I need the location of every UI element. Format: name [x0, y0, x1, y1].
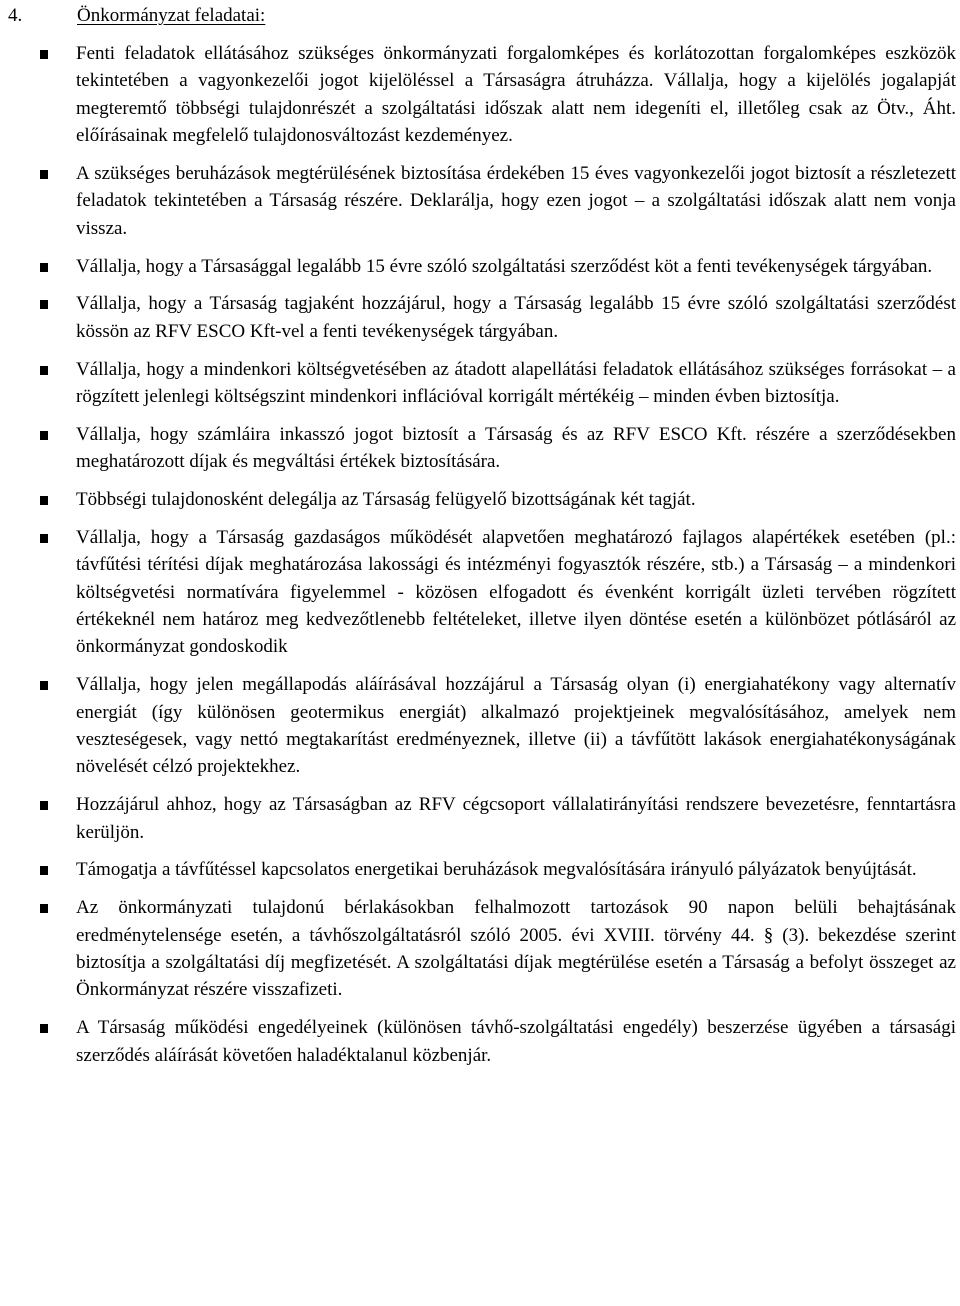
list-item-text: Vállalja, hogy a Társaság gazdaságos működését alapvetően meghatározó fajlagos alapértékek esetében (pl.: távfűtési térítési díjak meghatározása lakossági és intézményi fogyasztók részére, stb.) a Társaság – a mindenkori költségvetési normatívára figyelemmel - közösen elfogadott és évenként korrigált üzleti tervében rögzített értékeknél nem határoz meg kedvezőtlenebb feltételeket, illetve ilyen döntése esetén a különbözet pótlásáról az önkormányzat gondoskodik [76, 526, 956, 658]
list-item [76, 524, 956, 661]
list-item-text: Vállalja, hogy a Társasággal legalább 15 évre szóló szolgáltatási szerződést köt a fenti tevékenységek tárgyában. [76, 255, 933, 277]
list-item-text: Fenti feladatok ellátásához szükséges önkormányzati forgalomképes és korlátozottan forgalomképes eszközök tekintetében a vagyonkezelői jogot kijelöléssel a Társaságra átruházza. Vállalja, hogy a kijelölés jogalapját megteremtő többségi tulajdonrészét a szolgáltatási időszak alatt nem idegeníti el, illetőleg csak az Ötv., Áht. előírásainak megfelelő tulajdonosváltozást kezdeményez. [76, 43, 956, 147]
list-item [76, 160, 956, 242]
section-title: Önkormányzat feladatai: [77, 5, 266, 26]
square-bullet-icon [40, 50, 48, 59]
duties-list [76, 40, 956, 1079]
list-item [76, 894, 956, 1004]
square-bullet-icon [40, 904, 48, 913]
square-bullet-icon [40, 431, 48, 440]
square-bullet-icon [40, 866, 48, 875]
list-item [76, 1014, 956, 1069]
list-item-text: A Társaság működési engedélyeinek (különösen távhő-szolgáltatási engedély) beszerzése ügyében a társasági szerződés aláírását követően haladéktalanul közbenjár. [76, 1017, 956, 1066]
square-bullet-icon [40, 300, 48, 309]
square-bullet-icon [40, 496, 48, 505]
square-bullet-icon [40, 681, 48, 690]
section-number: 4. [8, 5, 23, 26]
list-item [76, 856, 956, 883]
square-bullet-icon [40, 263, 48, 272]
square-bullet-icon [40, 801, 48, 810]
list-item [76, 791, 956, 846]
square-bullet-icon [40, 170, 48, 179]
list-item [76, 40, 956, 150]
square-bullet-icon [40, 1024, 48, 1033]
list-item [76, 421, 956, 476]
list-item [76, 486, 956, 513]
square-bullet-icon [40, 366, 48, 375]
list-item-text: Vállalja, hogy jelen megállapodás aláírásával hozzájárul a Társaság olyan (i) energiahatékony vagy alternatív energiát (így különösen geotermikus energiát) alkalmazó projektjeinek megvalósításához, amelyek nem veszteségesek, vagy nettó megtakarítást eredményeznek, illetve (ii) a távfűtött lakások energiahatékonyságának növelését célzó projektekhez. [76, 674, 956, 778]
list-item [76, 290, 956, 345]
list-item-text: Vállalja, hogy a mindenkori költségvetésében az átadott alapellátási feladatok ellátásához szükséges forrásokat – a rögzített jelenlegi költségszint mindenkori inflációval korrigált mértékéig – minden évben biztosítja. [76, 358, 956, 408]
list-item [76, 671, 956, 781]
list-item-text: Többségi tulajdonosként delegálja az Társaság felügyelő bizottságának két tagját. [76, 489, 696, 511]
list-item [76, 356, 956, 411]
list-item-text: A szükséges beruházások megtérülésének biztosítása érdekében 15 éves vagyonkezelői jogot biztosít a részletezett feladatok tekintetében a Társaság részére. Deklarálja, hogy ezen jogot – a szolgáltatási időszak alatt nem vonja vissza. [76, 163, 956, 239]
square-bullet-icon [40, 534, 48, 543]
list-item-text: Az önkormányzati tulajdonú bérlakásokban felhalmozott tartozások 90 napon belüli behajtásának eredménytelensége esetén, a távhőszolgáltatásról szóló 2005. évi XVIII. törvény 44. § (3). bekezdése szerint biztosítja a szolgáltatási díj megfizetését. A szolgáltatási díjak megtérülése esetén a Társaság a befolyt összeget az Önkormányzat részére visszafizeti. [76, 897, 956, 1001]
list-item-text: Vállalja, hogy számláira inkasszó jogot biztosít a Társaság és az RFV ESCO Kft. részére a szerződésekben meghatározott díjak és megváltási értékek biztosítására. [76, 423, 956, 473]
list-item-text: Hozzájárul ahhoz, hogy az Társaságban az RFV cégcsoport vállalatirányítási rendszere bevezetésre, fenntartásra kerüljön. [76, 794, 956, 843]
list-item [76, 253, 956, 280]
list-item-text: Támogatja a távfűtéssel kapcsolatos energetikai beruházások megvalósítására irányuló pályázatok benyújtását. [76, 859, 917, 881]
list-item-text: Vállalja, hogy a Társaság tagjaként hozzájárul, hogy a Társaság legalább 15 évre szóló szolgáltatási szerződést kössön az RFV ESCO Kft-vel a fenti tevékenységek tárgyában. [76, 293, 956, 342]
section-heading [8, 2, 265, 29]
